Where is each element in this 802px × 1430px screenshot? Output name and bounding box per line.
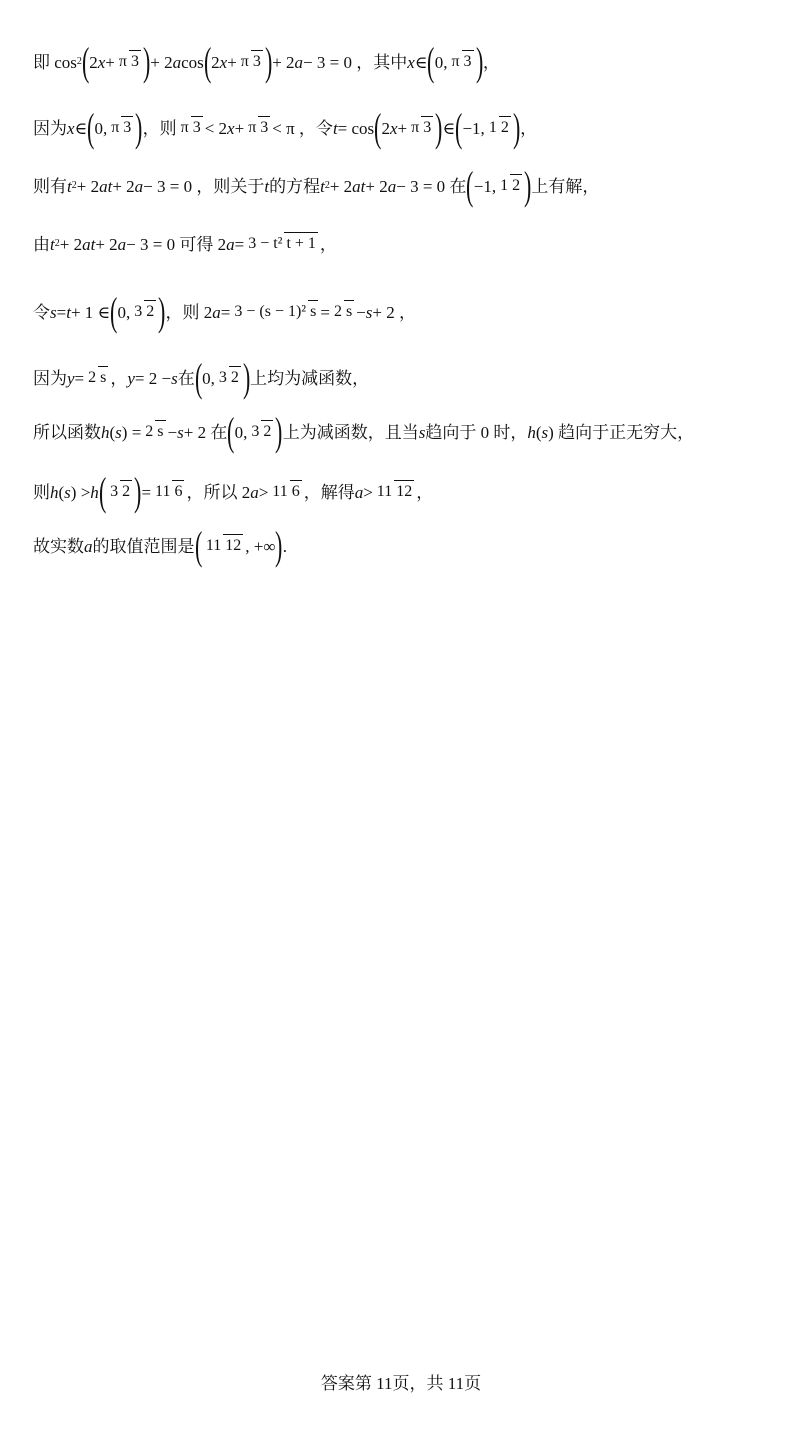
text-run: +: [227, 52, 237, 72]
fraction-denominator: s: [98, 366, 108, 386]
math-variable: a: [387, 176, 397, 196]
fraction: [487, 120, 511, 137]
fraction-numerator: 11: [155, 482, 171, 500]
text-run: + 1 ∈: [70, 302, 111, 322]
fraction-numerator: 2: [333, 302, 342, 320]
text-run: ) =: [121, 422, 142, 442]
large-parenthesis: ): [275, 523, 283, 568]
math-variable: x: [227, 118, 235, 138]
fraction: [179, 120, 203, 137]
fraction: [332, 304, 354, 321]
text-run: = 2 −: [134, 368, 172, 388]
fraction: [108, 484, 132, 501]
fraction-numerator: 2: [88, 368, 97, 386]
text-run: −: [167, 422, 178, 442]
line-9: [33, 522, 778, 570]
math-variable: h: [101, 422, 110, 442]
text-run: ) >: [70, 482, 91, 502]
page-footer: 答案第 11页，共 11页: [320, 1374, 482, 1393]
line-1: 即 cos 2 ( 2 x + π 3 ) + 2 a cos ( 2 x + π 3 ) + 2 a − 3 = 0 ，其中 x ∈ ( 0, π 3 ) ，: [33, 39, 500, 84]
text-run: =: [234, 234, 245, 254]
text-run: + 2: [95, 234, 118, 254]
math-variable: s: [365, 302, 373, 322]
text-run: ，: [482, 52, 500, 72]
text-run: −: [356, 302, 366, 322]
math-variable: y: [127, 368, 135, 388]
text-run: ) 趋向于正无穷大，: [548, 422, 695, 442]
fraction-numerator: 1: [500, 176, 509, 194]
large-parenthesis: (: [110, 289, 118, 334]
large-parenthesis: (: [455, 105, 463, 150]
text-run: −1,: [473, 176, 497, 196]
fraction-numerator: 11: [272, 482, 288, 500]
text-run: 上为减函数，且当: [282, 422, 419, 442]
fraction: [498, 178, 522, 195]
math-variable: x: [219, 52, 228, 72]
text-run: =: [141, 482, 152, 502]
text-run: >: [258, 482, 269, 502]
large-parenthesis: (: [427, 39, 435, 84]
text-run: 在: [177, 368, 195, 388]
text-run: + 2 在: [183, 422, 228, 442]
large-parenthesis: (: [466, 163, 474, 208]
fraction-numerator: 3: [251, 422, 260, 440]
math-variable: at: [352, 176, 366, 196]
text-run: 0,: [234, 422, 248, 442]
fraction: [86, 370, 108, 387]
text-run: (: [109, 422, 116, 442]
large-parenthesis: (: [87, 105, 95, 150]
text-run: 0,: [202, 368, 215, 388]
large-parenthesis: (: [194, 523, 202, 568]
math-variable: at: [99, 176, 113, 196]
text-run: =: [56, 302, 67, 322]
text-run: − 3 = 0 ，其中: [303, 52, 408, 72]
large-parenthesis: ): [275, 409, 283, 454]
fraction-denominator: 3: [251, 50, 263, 70]
text-run: ，: [520, 118, 538, 138]
math-variable: h: [50, 482, 59, 502]
math-variable: a: [226, 234, 235, 254]
math-variable: a: [134, 176, 144, 196]
text-run: 2: [89, 52, 98, 72]
fraction-numerator: 3 − (s − 1)²: [234, 302, 307, 320]
fraction-denominator: 3: [421, 116, 433, 136]
line-2: [33, 102, 778, 154]
text-run: 0,: [117, 302, 131, 322]
math-variable: a: [212, 302, 221, 322]
fraction: [239, 54, 263, 71]
fraction-denominator: 2: [229, 366, 241, 386]
fraction-denominator: 3: [258, 116, 270, 136]
text-run: 令: [33, 302, 50, 322]
text-run: >: [363, 482, 373, 502]
text-run: 则: [33, 482, 50, 502]
text-run: 因为: [33, 368, 67, 388]
fraction: [204, 538, 243, 555]
text-run: 上有解，: [531, 176, 600, 196]
text-run: (: [535, 422, 542, 442]
math-variable: t: [320, 176, 325, 196]
math-variable: s: [115, 422, 122, 442]
large-parenthesis: ): [135, 105, 143, 150]
text-run: −1,: [462, 118, 485, 138]
math-variable: a: [354, 482, 364, 502]
large-parenthesis: (: [227, 409, 235, 454]
math-variable: s: [50, 302, 57, 322]
fraction-numerator: π: [451, 52, 460, 70]
text-run: ，: [110, 368, 128, 388]
math-variable: t: [264, 176, 270, 196]
fraction: [232, 304, 318, 321]
large-parenthesis: (: [374, 105, 382, 150]
large-parenthesis: (: [203, 39, 212, 84]
text-run: +: [105, 52, 115, 72]
fraction-denominator: 6: [172, 480, 184, 500]
text-run: 趋向于 0 时，: [425, 422, 528, 442]
text-run: 故实数: [33, 536, 84, 556]
fraction-numerator: 1: [488, 118, 497, 136]
text-run: =: [320, 302, 330, 322]
line-5: [33, 286, 778, 338]
text-run: 所以函数: [33, 422, 101, 442]
fraction-numerator: π: [118, 52, 127, 70]
line-6: [33, 352, 778, 404]
fraction-denominator: 2: [144, 300, 156, 320]
fraction: [132, 304, 156, 321]
large-parenthesis: (: [194, 355, 203, 400]
fraction-denominator: s: [308, 300, 318, 320]
text-run: − 3 = 0 在: [396, 176, 467, 196]
fraction-numerator: π: [248, 118, 257, 136]
fraction-numerator: 11: [205, 536, 222, 554]
math-variable: a: [84, 536, 93, 556]
fraction-numerator: 2: [145, 422, 154, 440]
text-run: + 2: [59, 234, 83, 254]
fraction-numerator: π: [411, 118, 420, 136]
text-run: =: [74, 368, 85, 388]
fraction-denominator: 3: [462, 50, 474, 70]
math-variable: t: [50, 234, 55, 254]
fraction-denominator: 2: [261, 420, 273, 440]
text-run: + 2: [76, 176, 100, 196]
fraction: [270, 484, 301, 501]
fraction-numerator: π: [180, 118, 189, 136]
math-variable: y: [67, 368, 75, 388]
fraction: [249, 424, 273, 441]
solution-body: [33, 36, 778, 570]
text-run: ∈: [442, 118, 456, 138]
text-run: 的取值范围是: [92, 536, 195, 556]
fraction: [246, 120, 270, 137]
fraction: [449, 54, 473, 71]
text-run: ∈: [74, 118, 88, 138]
fraction-denominator: s: [155, 420, 165, 440]
large-parenthesis: (: [81, 39, 90, 84]
line-7: [33, 408, 778, 456]
line-8: [33, 468, 778, 516]
math-variable: t: [67, 176, 72, 196]
math-variable: t: [332, 118, 338, 138]
text-run: 0,: [434, 52, 448, 72]
text-run: 即 cos: [33, 52, 77, 72]
text-run: ，: [416, 482, 434, 502]
math-variable: a: [294, 52, 304, 72]
text-run: 因为: [33, 118, 67, 138]
math-variable: a: [250, 482, 259, 502]
text-run: .: [282, 536, 288, 556]
fraction-denominator: 3: [129, 50, 141, 70]
text-run: − 3 = 0 ，则关于: [143, 176, 265, 196]
math-variable: x: [67, 118, 75, 138]
text-run: < 2: [204, 118, 228, 138]
text-run: + 2: [272, 52, 295, 72]
text-run: ，所以 2: [186, 482, 251, 502]
large-parenthesis: ): [524, 163, 532, 208]
math-variable: h: [90, 482, 99, 502]
fraction-denominator: 12: [394, 480, 414, 500]
fraction-denominator: 2: [120, 480, 132, 500]
text-run: , +∞: [245, 536, 276, 556]
line-3: 则有 t 2 + 2 at + 2 a − 3 = 0 ，则关于 t 的方程 t 2 + 2 at + 2 a − 3 = 0 在 ( −1, 1 2 ) 上有解，: [33, 163, 600, 208]
math-variable: s: [177, 422, 184, 442]
math-variable: s: [541, 422, 549, 442]
text-run: + 2: [329, 176, 353, 196]
text-run: cos: [181, 52, 204, 72]
fraction-denominator: 6: [290, 480, 302, 500]
fraction-denominator: 3: [121, 116, 133, 136]
line-4: 由 t 2 + 2 at + 2 a − 3 = 0 可得 2 a = 3 − t² t + 1 ，: [33, 218, 778, 270]
large-parenthesis: (: [98, 469, 107, 514]
large-parenthesis: ): [242, 355, 251, 400]
fraction-numerator: 3: [110, 482, 119, 500]
text-run: 上均为减函数，: [250, 368, 370, 388]
text-run: 的方程: [269, 176, 321, 196]
fraction-denominator: 12: [223, 534, 243, 554]
text-run: ，: [319, 234, 337, 254]
fraction-denominator: 2: [510, 174, 522, 194]
large-parenthesis: ): [264, 39, 273, 84]
text-run: = cos: [337, 118, 375, 138]
fraction: [143, 424, 165, 441]
math-variable: t: [66, 302, 71, 322]
math-variable: x: [97, 52, 106, 72]
text-run: + 2: [150, 52, 173, 72]
text-run: − 3 = 0 可得 2: [126, 234, 227, 254]
math-variable: x: [407, 52, 415, 72]
text-run: +: [397, 118, 408, 138]
text-run: + 2: [112, 176, 135, 196]
fraction-denominator: 2: [499, 116, 511, 136]
text-run: +: [234, 118, 245, 138]
math-variable: x: [390, 118, 398, 138]
fraction-denominator: t + 1: [284, 232, 317, 252]
math-variable: s: [418, 422, 426, 442]
fraction: [153, 484, 184, 501]
text-run: 由: [33, 234, 50, 254]
fraction-denominator: s: [344, 300, 354, 320]
text-run: 则有: [33, 176, 67, 196]
text-run: 0,: [94, 118, 108, 138]
fraction-numerator: π: [111, 118, 120, 136]
text-run: + 2: [365, 176, 388, 196]
large-parenthesis: ): [475, 39, 483, 84]
fraction: [375, 484, 414, 501]
text-run: ∈: [414, 52, 428, 72]
text-run: + 2 ，: [372, 302, 416, 322]
text-run: ，则: [142, 118, 177, 138]
text-run: =: [220, 302, 231, 322]
text-run: ，解得: [303, 482, 355, 502]
fraction: [246, 236, 318, 253]
large-parenthesis: ): [142, 39, 151, 84]
large-parenthesis: ): [134, 469, 142, 514]
text-run: 2: [211, 52, 220, 72]
fraction: [409, 120, 433, 137]
math-variable: s: [171, 368, 178, 388]
fraction: [217, 370, 241, 387]
large-parenthesis: ): [435, 105, 443, 150]
fraction-numerator: 11: [376, 482, 393, 500]
fraction-numerator: 3: [134, 302, 143, 320]
fraction: [109, 120, 133, 137]
math-variable: h: [527, 422, 536, 442]
text-run: ，则 2: [165, 302, 213, 322]
fraction-numerator: π: [240, 52, 249, 70]
text-run: 2: [381, 118, 390, 138]
fraction-denominator: 3: [191, 116, 203, 136]
math-variable: a: [172, 52, 182, 72]
text-run: < π ，令: [272, 118, 333, 138]
large-parenthesis: ): [158, 289, 166, 334]
large-parenthesis: ): [512, 105, 521, 150]
fraction-numerator: 3: [218, 368, 227, 386]
math-variable: s: [64, 482, 71, 502]
fraction-numerator: 3 − t²: [248, 234, 283, 252]
math-variable: a: [117, 234, 127, 254]
math-variable: at: [82, 234, 96, 254]
text-run: (: [58, 482, 65, 502]
fraction: [117, 54, 141, 71]
